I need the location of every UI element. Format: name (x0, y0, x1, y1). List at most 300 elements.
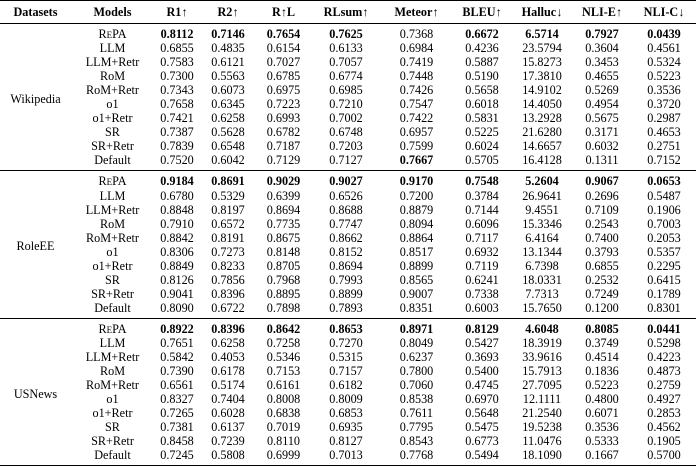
metric-value: 0.2295 (647, 258, 681, 273)
metric-value: 0.5487 (647, 188, 681, 203)
metric-value: 26.9641 (522, 188, 562, 203)
metric-value: 0.7368 (399, 27, 434, 41)
metric-value: 0.4954 (585, 97, 619, 112)
dataset-label: Wikipedia (10, 91, 61, 106)
metric-value: 0.7003 (647, 216, 681, 231)
metric-value: 0.6071 (585, 406, 619, 421)
metric-value: 0.8126 (160, 272, 194, 287)
metric-value: 0.7249 (585, 286, 619, 301)
metric-value: 27.7095 (522, 378, 562, 393)
metric-value: 0.6985 (329, 83, 363, 98)
table-row (0, 259, 696, 273)
metric-value: 23.5794 (522, 41, 562, 56)
metric-value: 0.7927 (585, 27, 619, 41)
metric-value: 0.6178 (211, 364, 245, 379)
metric-value: 0.8085 (585, 321, 619, 336)
metric-value: 0.6561 (160, 378, 194, 393)
model-name: SR+Retr (91, 434, 134, 449)
table-row (0, 287, 696, 301)
metric-value: 0.7343 (160, 83, 194, 98)
metric-value: 0.0441 (647, 321, 681, 336)
metric-value: 0.4927 (647, 392, 681, 407)
table-row (0, 203, 696, 217)
metric-value: 0.7203 (329, 139, 363, 154)
metric-value: 0.6133 (329, 41, 363, 56)
metric-value: 0.6137 (211, 420, 245, 435)
metric-value: 0.7426 (399, 83, 434, 98)
metric-value: 0.4745 (465, 378, 499, 393)
table-row (0, 364, 696, 378)
metric-value: 0.8565 (399, 272, 434, 287)
table-row (0, 125, 696, 139)
table-row (0, 318, 696, 336)
metric-value: 0.6018 (465, 97, 499, 112)
table-row (0, 55, 696, 69)
metric-value: 0.1667 (585, 448, 619, 463)
metric-value: 15.3346 (522, 216, 562, 231)
table-row (0, 217, 696, 231)
metric-value: 21.6280 (522, 125, 562, 140)
metric-value: 0.1905 (647, 434, 681, 449)
metric-value: 0.7153 (266, 364, 301, 379)
metric-value: 0.8864 (399, 230, 434, 245)
header-datasets: Datasets (13, 4, 58, 19)
metric-value: 0.7421 (160, 111, 194, 126)
metric-value: 4.6048 (525, 321, 559, 336)
metric-value: 0.6073 (211, 83, 245, 98)
metric-value: 0.8922 (160, 321, 194, 336)
metric-value: 0.7265 (160, 406, 194, 421)
metric-value: 0.8049 (399, 335, 434, 350)
metric-value: 0.5174 (211, 378, 245, 393)
metric-value: 0.6258 (211, 111, 245, 126)
model-name: LLM+Retr (85, 202, 140, 217)
model-name: RePA (98, 321, 127, 336)
metric-value: 14.4050 (522, 97, 562, 112)
model-name: SR (105, 125, 120, 140)
metric-value: 0.5346 (266, 350, 301, 365)
metric-value: 0.7658 (160, 97, 194, 112)
metric-value: 0.5648 (465, 406, 499, 421)
metric-value: 0.2987 (647, 111, 681, 126)
table-row (0, 406, 696, 420)
metric-value: 0.8152 (329, 244, 363, 259)
model-name: RoM (99, 69, 126, 84)
model-name: RoM (99, 364, 126, 379)
metric-value: 0.7910 (160, 216, 194, 231)
metric-value: 0.4800 (585, 392, 619, 407)
metric-value: 0.8842 (160, 230, 194, 245)
model-name: RoM+Retr (86, 230, 139, 245)
metric-value: 0.8127 (329, 434, 363, 449)
metric-value: 0.5223 (585, 378, 619, 393)
metric-value: 0.7127 (329, 153, 363, 168)
metric-value: 0.6774 (329, 69, 363, 84)
metric-value: 0.5831 (465, 111, 499, 126)
metric-value: 0.6345 (211, 97, 245, 112)
metric-value: 0.7223 (266, 97, 301, 112)
model-name: o1+Retr (92, 406, 133, 421)
metric-value: 0.8662 (329, 230, 363, 245)
table-row (0, 392, 696, 406)
metric-value: 0.8110 (266, 434, 301, 449)
metric-value: 0.6935 (329, 420, 363, 435)
dataset-label: RoleEE (16, 239, 55, 254)
metric-value: 17.3810 (522, 69, 562, 84)
metric-value: 0.5842 (160, 350, 194, 365)
metric-value: 0.7258 (266, 335, 301, 350)
metric-value: 0.6096 (465, 216, 499, 231)
metric-value: 0.5705 (465, 153, 499, 168)
model-name: RePA (98, 174, 127, 189)
metric-value: 0.6773 (465, 434, 499, 449)
metric-value: 0.7002 (329, 111, 363, 126)
metric-value: 0.8538 (399, 392, 434, 407)
metric-value: 0.6855 (585, 258, 619, 273)
metric-value: 0.8009 (329, 392, 363, 407)
metric-value: 0.8090 (160, 300, 194, 315)
model-name: Default (94, 153, 131, 168)
metric-value: 0.8879 (399, 202, 434, 217)
metric-value: 0.8688 (329, 202, 363, 217)
model-name: SR (105, 272, 120, 287)
metric-value: 0.5329 (211, 188, 245, 203)
metric-value: 0.3604 (585, 41, 619, 56)
metric-value: 0.6241 (465, 272, 499, 287)
metric-value: 0.5190 (465, 69, 499, 84)
metric-value: 0.3693 (465, 350, 499, 365)
metric-value: 0.8653 (329, 321, 363, 336)
metric-value: 0.7404 (211, 392, 245, 407)
model-name: o1 (106, 392, 119, 407)
metric-value: 0.8351 (399, 300, 434, 315)
metric-value: 0.7856 (211, 272, 245, 287)
metric-value: 0.7381 (160, 420, 194, 435)
metric-value: 0.7735 (266, 216, 301, 231)
header-models: Models (93, 4, 132, 19)
metric-value: 0.6975 (266, 83, 301, 98)
table-row (0, 97, 696, 111)
metric-value: 0.8008 (266, 392, 301, 407)
metric-value: 0.1789 (647, 286, 681, 301)
metric-value: 0.8517 (399, 244, 434, 259)
metric-value: 0.7893 (329, 300, 363, 315)
model-name: o1+Retr (92, 111, 133, 126)
metric-value: 0.7611 (399, 406, 434, 421)
metric-value: 0.8327 (160, 392, 194, 407)
metric-value: 0.8191 (211, 230, 245, 245)
metric-value: 0.5225 (465, 125, 499, 140)
metric-value: 0.6957 (399, 125, 434, 140)
metric-value: 5.2604 (525, 174, 559, 189)
metric-value: 0.7273 (211, 244, 245, 259)
metric-value: 0.4655 (585, 69, 619, 84)
metric-value: 0.4562 (647, 420, 681, 435)
metric-value: 0.7119 (465, 258, 499, 273)
metric-value: 0.4561 (647, 41, 681, 56)
metric-value: 0.8458 (160, 434, 194, 449)
metric-value: 0.6999 (266, 448, 301, 463)
metric-value: 0.5887 (465, 55, 499, 70)
metric-value: 0.9029 (266, 174, 301, 189)
metric-value: 0.8694 (266, 202, 301, 217)
metric-value: 0.7210 (329, 97, 363, 112)
header-r2: R2↑ (217, 4, 239, 19)
table-row (0, 139, 696, 153)
metric-value: 0.5475 (465, 420, 499, 435)
metric-value: 0.7898 (266, 300, 301, 315)
model-name: o1+Retr (92, 258, 133, 273)
metric-value: 0.8112 (160, 27, 194, 41)
metric-value: 0.7654 (266, 27, 301, 41)
metric-value: 0.8642 (266, 321, 301, 336)
metric-value: 14.6657 (522, 139, 562, 154)
metric-value: 15.7913 (522, 364, 562, 379)
metric-value: 0.2532 (585, 272, 619, 287)
metric-value: 0.5427 (465, 335, 499, 350)
metric-value: 0.7422 (399, 111, 434, 126)
metric-value: 0.4223 (647, 350, 681, 365)
model-name: SR (105, 420, 120, 435)
metric-value: 0.6237 (399, 350, 434, 365)
metric-value: 0.1906 (647, 202, 681, 217)
metric-value: 0.9007 (399, 286, 434, 301)
metric-value: 0.8848 (160, 202, 194, 217)
metric-value: 0.4653 (647, 125, 681, 140)
metric-value: 0.6003 (465, 300, 499, 315)
metric-value: 0.5628 (211, 125, 245, 140)
header-rl: R↑L (271, 4, 296, 19)
metric-value: 0.7387 (160, 125, 194, 140)
metric-value: 0.7768 (399, 448, 434, 463)
metric-value: 14.9102 (522, 83, 562, 98)
dataset-group-usnews (0, 318, 696, 465)
metric-value: 0.7117 (465, 230, 499, 245)
metric-value: 18.1090 (522, 448, 562, 463)
metric-value: 0.7667 (399, 153, 434, 168)
metric-value: 0.7839 (160, 139, 194, 154)
metric-value: 0.3793 (585, 244, 619, 259)
metric-value: 0.1200 (585, 300, 619, 315)
metric-value: 0.6042 (211, 153, 245, 168)
metric-value: 0.7157 (329, 364, 363, 379)
metric-value: 0.7129 (266, 153, 301, 168)
metric-value: 0.5315 (329, 350, 363, 365)
metric-value: 0.7448 (399, 69, 434, 84)
metric-value: 0.8705 (266, 258, 301, 273)
metric-value: 0.5324 (647, 55, 681, 70)
header-nli-e: NLI-E↑ (582, 4, 622, 19)
metric-value: 0.8129 (465, 321, 499, 336)
metric-value: 0.7993 (329, 272, 363, 287)
metric-value: 0.8691 (211, 174, 245, 189)
metric-value: 0.1836 (585, 364, 619, 379)
metric-value: 0.7419 (399, 55, 434, 70)
model-name: LLM (99, 335, 126, 350)
table-row (0, 189, 696, 203)
metric-value: 0.8094 (399, 216, 434, 231)
metric-value: 0.7027 (266, 55, 301, 70)
model-name: RoM (99, 216, 126, 231)
metric-value: 13.2928 (522, 111, 562, 126)
metric-value: 0.9041 (160, 286, 194, 301)
model-name: Default (94, 448, 131, 463)
header-row (0, 1, 696, 24)
metric-value: 0.4835 (211, 41, 245, 56)
metric-value: 6.5714 (525, 27, 559, 41)
metric-value: 0.8971 (399, 321, 434, 336)
metric-value: 0.4236 (465, 41, 499, 56)
metric-value: 0.6526 (329, 188, 363, 203)
dataset-group-wikipedia (0, 24, 696, 171)
table-row (0, 41, 696, 55)
metric-value: 0.7019 (266, 420, 301, 435)
metric-value: 0.7200 (399, 188, 434, 203)
metric-value: 0.2751 (647, 139, 681, 154)
table-row (0, 301, 696, 319)
table-row (0, 378, 696, 392)
metric-value: 0.6838 (266, 406, 301, 421)
metric-value: 0.6415 (647, 272, 681, 287)
metric-value: 0.0653 (647, 174, 681, 189)
metric-value: 0.6258 (211, 335, 245, 350)
metric-value: 0.5400 (465, 364, 499, 379)
metric-value: 0.7800 (399, 364, 434, 379)
model-name: SR+Retr (91, 286, 134, 301)
model-name: LLM+Retr (85, 350, 140, 365)
metric-value: 19.5238 (522, 420, 562, 435)
metric-value: 0.4514 (585, 350, 619, 365)
metric-value: 0.7300 (160, 69, 194, 84)
model-name: o1 (106, 97, 119, 112)
metric-value: 0.8148 (266, 244, 301, 259)
metric-value: 0.9170 (399, 174, 434, 189)
metric-value: 0.3749 (585, 335, 619, 350)
metric-value: 0.8899 (329, 286, 363, 301)
metric-value: 0.6121 (211, 55, 245, 70)
header-meteor: Meteor↑ (394, 4, 439, 19)
metric-value: 18.0331 (522, 272, 562, 287)
model-name: Default (94, 300, 131, 315)
dataset-group-roleee (0, 171, 696, 318)
metric-value: 0.6853 (329, 406, 363, 421)
metric-value: 0.7057 (329, 55, 363, 70)
metric-value: 0.6984 (399, 41, 434, 56)
metric-value: 0.3453 (585, 55, 619, 70)
metric-value: 11.0476 (522, 434, 562, 449)
metric-value: 0.7400 (585, 230, 619, 245)
metric-value: 0.6672 (465, 27, 499, 41)
metric-value: 0.4873 (647, 364, 681, 379)
table-row (0, 420, 696, 434)
metric-value: 0.6161 (266, 378, 301, 393)
metric-value: 0.5333 (585, 434, 619, 449)
metric-value: 9.4551 (525, 202, 559, 217)
metric-value: 0.2053 (647, 230, 681, 245)
metric-value: 0.6993 (266, 111, 301, 126)
metric-value: 0.2759 (647, 378, 681, 393)
metric-value: 0.7747 (329, 216, 363, 231)
metric-value: 0.6785 (266, 69, 301, 84)
metric-value: 0.2853 (647, 406, 681, 421)
model-name: RoM+Retr (86, 378, 139, 393)
metric-value: 0.8895 (266, 286, 301, 301)
metric-value: 0.7520 (160, 153, 194, 168)
metric-value: 0.6748 (329, 125, 363, 140)
metric-value: 0.6855 (160, 41, 194, 56)
metric-value: 6.7398 (525, 258, 559, 273)
metric-value: 0.7599 (399, 139, 434, 154)
metric-value: 0.5269 (585, 83, 619, 98)
table-row (0, 434, 696, 448)
metric-value: 0.8301 (647, 300, 681, 315)
metric-value: 0.6548 (211, 139, 245, 154)
metric-value: 0.8396 (211, 286, 245, 301)
metric-value: 0.7547 (399, 97, 434, 112)
metric-value: 0.3720 (647, 97, 681, 112)
metric-value: 0.5700 (647, 448, 681, 463)
metric-value: 0.1311 (585, 153, 619, 168)
model-name: RoM+Retr (86, 83, 139, 98)
metric-value: 0.7625 (329, 27, 363, 41)
model-name: LLM (99, 188, 126, 203)
metric-value: 0.6182 (329, 378, 363, 393)
table-row (0, 350, 696, 364)
metric-value: 0.5298 (647, 335, 681, 350)
metric-value: 0.2543 (585, 216, 619, 231)
table-row (0, 245, 696, 259)
table-row (0, 153, 696, 171)
metric-value: 0.7270 (329, 335, 363, 350)
metric-value: 0.8543 (399, 434, 434, 449)
metric-value: 0.8694 (329, 258, 363, 273)
metric-value: 0.6970 (465, 392, 499, 407)
metric-value: 0.7239 (211, 434, 245, 449)
metric-value: 0.8233 (211, 258, 245, 273)
header-bleu: BLEU↑ (462, 4, 502, 19)
metric-value: 0.8396 (211, 321, 245, 336)
table-row (0, 111, 696, 125)
metric-value: 0.4053 (211, 350, 245, 365)
metric-value: 0.7390 (160, 364, 194, 379)
table-header (0, 1, 696, 24)
metric-value: 0.3171 (585, 125, 619, 140)
metric-value: 21.2540 (522, 406, 562, 421)
table-row (0, 24, 696, 42)
metric-value: 0.7187 (266, 139, 301, 154)
metric-value: 33.9616 (522, 350, 562, 365)
metric-value: 0.7144 (465, 202, 499, 217)
metric-value: 0.6028 (211, 406, 245, 421)
table-row (0, 83, 696, 97)
metric-value: 0.6782 (266, 125, 301, 140)
table-row (0, 336, 696, 350)
header-rlsum: RLsum↑ (323, 4, 369, 19)
metric-value: 6.4164 (525, 230, 559, 245)
model-name: LLM+Retr (85, 55, 140, 70)
metric-value: 0.8849 (160, 258, 194, 273)
metric-value: 0.6154 (266, 41, 301, 56)
metric-value: 0.8675 (266, 230, 301, 245)
metric-value: 0.8197 (211, 202, 245, 217)
metric-value: 0.7152 (647, 153, 681, 168)
table-row (0, 231, 696, 245)
metric-value: 0.7968 (266, 272, 301, 287)
metric-value: 0.6399 (266, 188, 301, 203)
metric-value: 0.6780 (160, 188, 194, 203)
metric-value: 0.6722 (211, 300, 245, 315)
header-halluc: Halluc↓ (521, 4, 563, 19)
